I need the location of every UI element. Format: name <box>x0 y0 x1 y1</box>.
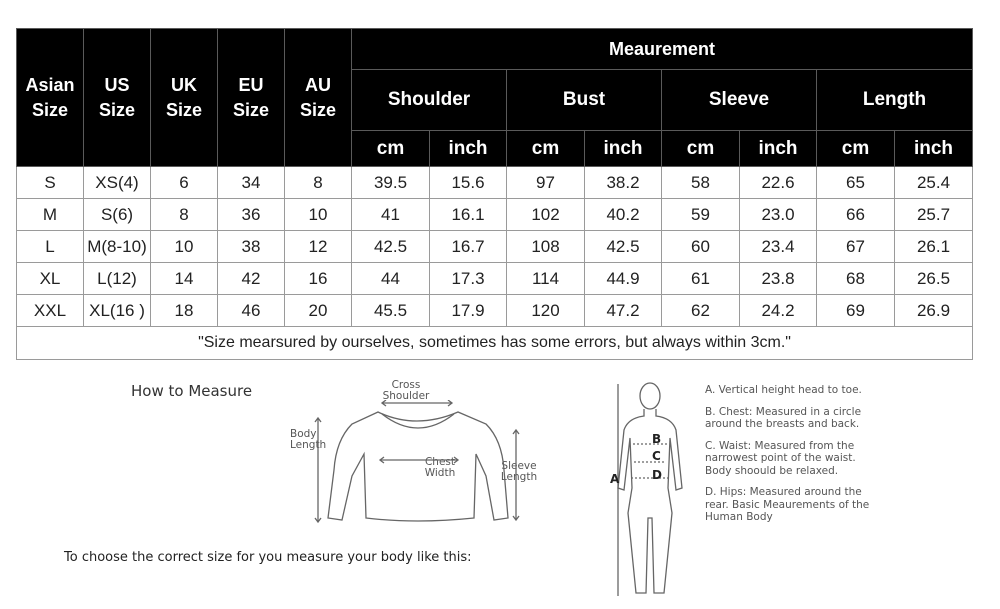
table-cell: 18 <box>151 295 218 327</box>
table-cell: 10 <box>151 231 218 263</box>
table-row <box>17 199 973 231</box>
unit-header: inch <box>895 131 973 167</box>
table-cell: 25.4 <box>895 167 973 199</box>
header-au-size: AU Size <box>285 29 352 167</box>
unit-header: cm <box>662 131 740 167</box>
table-row <box>17 263 973 295</box>
table-cell: 36 <box>218 199 285 231</box>
table-cell: 17.9 <box>430 295 507 327</box>
instruction-text: To choose the correct size for you measure your body like this: <box>64 550 472 565</box>
table-cell: XL <box>17 263 84 295</box>
header-length: Length <box>817 70 973 131</box>
table-cell: 14 <box>151 263 218 295</box>
label-body-length: Body Length <box>290 428 327 451</box>
table-cell: 44.9 <box>585 263 662 295</box>
table-cell: 17.3 <box>430 263 507 295</box>
table-cell: 66 <box>817 199 895 231</box>
table-cell: 26.1 <box>895 231 973 263</box>
table-cell: 60 <box>662 231 740 263</box>
definition-b: B. Chest: Measured in a circle around the breasts and back. <box>705 405 862 430</box>
table-cell: 59 <box>662 199 740 231</box>
table-cell: 45.5 <box>352 295 430 327</box>
table-cell: 41 <box>352 199 430 231</box>
table-cell: 42.5 <box>585 231 662 263</box>
table-cell: L(12) <box>84 263 151 295</box>
table-cell: 24.2 <box>740 295 817 327</box>
header-sleeve: Sleeve <box>662 70 817 131</box>
table-cell: XL(16 ) <box>84 295 151 327</box>
measurement-definitions <box>705 384 885 533</box>
table-cell: 102 <box>507 199 585 231</box>
table-cell: 65 <box>817 167 895 199</box>
table-cell: 67 <box>817 231 895 263</box>
header-measurement: Meaurement <box>352 29 973 70</box>
table-cell: 44 <box>352 263 430 295</box>
table-cell: 12 <box>285 231 352 263</box>
how-to-measure-section <box>0 370 1000 609</box>
table-cell: M(8-10) <box>84 231 151 263</box>
table-cell: 23.4 <box>740 231 817 263</box>
unit-header: inch <box>585 131 662 167</box>
table-cell: 40.2 <box>585 199 662 231</box>
table-cell: XXL <box>17 295 84 327</box>
unit-header: cm <box>507 131 585 167</box>
table-cell: 39.5 <box>352 167 430 199</box>
table-cell: 16.1 <box>430 199 507 231</box>
table-cell: 42 <box>218 263 285 295</box>
table-cell: 34 <box>218 167 285 199</box>
header-asian-size: Asian Size <box>17 29 84 167</box>
table-row <box>17 167 973 199</box>
table-cell: 6 <box>151 167 218 199</box>
body-letter-a: A <box>610 472 620 486</box>
table-cell: 26.5 <box>895 263 973 295</box>
table-cell: S(6) <box>84 199 151 231</box>
table-cell: 61 <box>662 263 740 295</box>
body-letter-c: C <box>652 449 661 463</box>
unit-header: cm <box>817 131 895 167</box>
table-cell: 69 <box>817 295 895 327</box>
table-cell: L <box>17 231 84 263</box>
label-cross-shoulder: Cross Shoulder <box>382 379 430 402</box>
table-cell: M <box>17 199 84 231</box>
table-cell: 15.6 <box>430 167 507 199</box>
table-cell: 23.0 <box>740 199 817 231</box>
definition-a: A. Vertical height head to toe. <box>705 384 862 396</box>
header-shoulder: Shoulder <box>352 70 507 131</box>
table-row <box>17 231 973 263</box>
table-cell: 120 <box>507 295 585 327</box>
body-letter-d: D <box>652 468 662 482</box>
table-cell: 16 <box>285 263 352 295</box>
sweater-diagram-icon <box>290 400 530 530</box>
table-cell: 38 <box>218 231 285 263</box>
unit-header: cm <box>352 131 430 167</box>
human-body-diagram-icon <box>600 378 700 603</box>
table-cell: 46 <box>218 295 285 327</box>
header-eu-size: EU Size <box>218 29 285 167</box>
table-note: "Size mearsured by ourselves, sometimes has some errors, but always within 3cm." <box>17 327 973 360</box>
table-cell: 8 <box>285 167 352 199</box>
table-cell: 42.5 <box>352 231 430 263</box>
table-cell: 62 <box>662 295 740 327</box>
definition-d: D. Hips: Measured around the rear. Basic Meaurements of the Human Body <box>705 486 870 523</box>
table-cell: 26.9 <box>895 295 973 327</box>
definition-c: C. Waist: Measured from the narrowest point of the waist. Body shoould be relaxed. <box>705 439 856 477</box>
table-cell: 25.7 <box>895 199 973 231</box>
table-cell: S <box>17 167 84 199</box>
label-sleeve-length: Sleeve Length <box>500 460 538 483</box>
table-cell: 38.2 <box>585 167 662 199</box>
header-uk-size: UK Size <box>151 29 218 167</box>
how-to-measure-title: How to Measure <box>131 382 253 400</box>
table-cell: 16.7 <box>430 231 507 263</box>
size-chart-table <box>16 28 973 360</box>
unit-header: inch <box>430 131 507 167</box>
table-cell: 47.2 <box>585 295 662 327</box>
table-cell: 108 <box>507 231 585 263</box>
body-letter-b: B <box>652 432 662 446</box>
header-us-size: US Size <box>84 29 151 167</box>
table-cell: 10 <box>285 199 352 231</box>
table-cell: 23.8 <box>740 263 817 295</box>
table-row <box>17 295 973 327</box>
table-cell: 58 <box>662 167 740 199</box>
unit-header: inch <box>740 131 817 167</box>
label-chest-width: Chest Width <box>424 456 456 479</box>
table-cell: 22.6 <box>740 167 817 199</box>
header-bust: Bust <box>507 70 662 131</box>
table-cell: XS(4) <box>84 167 151 199</box>
table-cell: 114 <box>507 263 585 295</box>
table-cell: 8 <box>151 199 218 231</box>
table-cell: 97 <box>507 167 585 199</box>
table-cell: 20 <box>285 295 352 327</box>
table-cell: 68 <box>817 263 895 295</box>
